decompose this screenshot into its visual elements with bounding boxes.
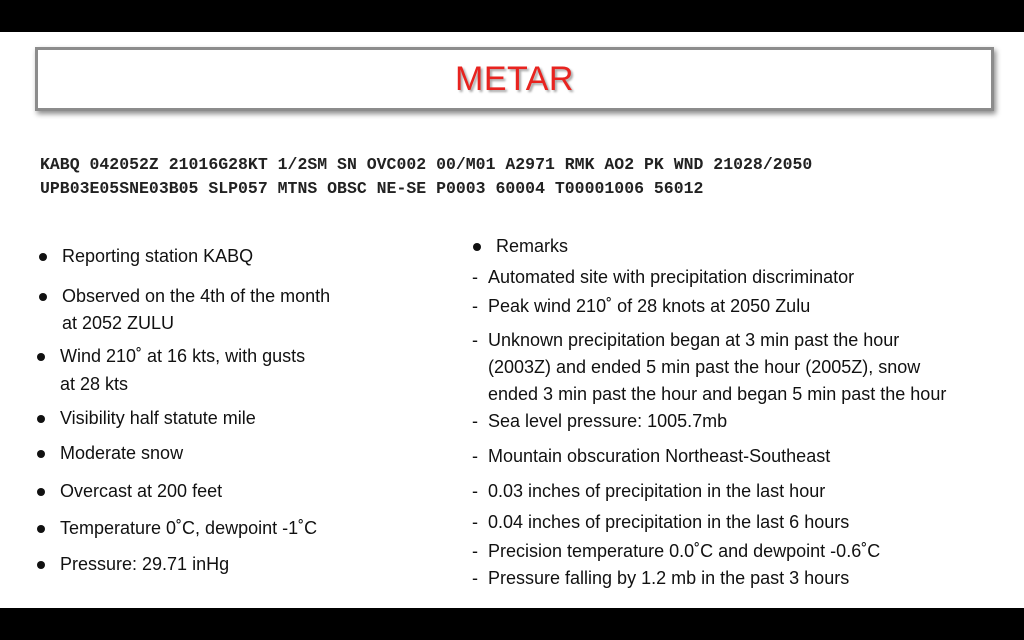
- dash-icon: -: [472, 541, 478, 561]
- item-text: Visibility half statute mile: [60, 408, 256, 428]
- item-text: Pressure: 29.71 inHg: [60, 554, 230, 574]
- item-text: Observed on the 4th of the month: [62, 286, 331, 306]
- bullet-icon: [37, 415, 45, 423]
- item-text: Wind 210˚ at 16 kts, with gusts: [60, 346, 306, 366]
- remark-text: Automated site with precipitation discriminator: [488, 267, 855, 287]
- dash-icon: -: [472, 330, 478, 350]
- raw-metar-line: UPB03E05SNE03B05 SLP057 MTNS OBSC NE-SE P0003 60004 T00001006 56012: [40, 179, 704, 198]
- dash-icon: -: [472, 568, 478, 588]
- remark-text: Precision temperature 0.0˚C and dewpoint -0.6˚C: [488, 541, 881, 561]
- letterbox-top: [0, 0, 1024, 32]
- item-text-continued: at 28 kts: [60, 374, 129, 394]
- bullet-icon: [37, 561, 45, 569]
- bullet-icon: [473, 243, 481, 251]
- remark-text: Sea level pressure: 1005.7mb: [488, 411, 728, 431]
- slide-title: METAR: [455, 59, 574, 98]
- remarks-heading: Remarks: [496, 236, 569, 256]
- bullet-icon: [37, 450, 45, 458]
- remark-text: 0.03 inches of precipitation in the last hour: [488, 481, 826, 501]
- bullet-icon: [37, 353, 45, 361]
- item-text: Overcast at 200 feet: [60, 481, 223, 501]
- dash-icon: -: [472, 411, 478, 431]
- dash-icon: -: [472, 267, 478, 287]
- remark-text-continued: (2003Z) and ended 5 min past the hour (2005Z), snow: [488, 357, 921, 377]
- item-text: Moderate snow: [60, 443, 184, 463]
- raw-metar-report: [40, 153, 1000, 201]
- dash-icon: -: [472, 481, 478, 501]
- remark-text: Peak wind 210˚ of 28 knots at 2050 Zulu: [488, 296, 811, 316]
- remark-text: Unknown precipitation began at 3 min past the hour: [488, 330, 900, 350]
- bullet-icon: [39, 293, 47, 301]
- item-text: Reporting station KABQ: [62, 246, 254, 266]
- bullet-icon: [37, 525, 45, 533]
- item-text-continued: at 2052 ZULU: [62, 313, 175, 333]
- bullet-icon: [37, 488, 45, 496]
- dash-icon: -: [472, 296, 478, 316]
- remark-text: Pressure falling by 1.2 mb in the past 3 hours: [488, 568, 850, 588]
- item-text: Temperature 0˚C, dewpoint -1˚C: [60, 518, 318, 538]
- dash-icon: -: [472, 446, 478, 466]
- remark-text: Mountain obscuration Northeast-Southeast: [488, 446, 831, 466]
- title-banner: [35, 47, 994, 111]
- remark-text-continued: ended 3 min past the hour and began 5 min past the hour: [488, 384, 947, 404]
- remark-text: 0.04 inches of precipitation in the last 6 hours: [488, 512, 850, 532]
- bullet-icon: [39, 253, 47, 261]
- dash-icon: -: [472, 512, 478, 532]
- letterbox-bottom: [0, 608, 1024, 640]
- raw-metar-line: KABQ 042052Z 21016G28KT 1/2SM SN OVC002 00/M01 A2971 RMK AO2 PK WND 21028/2050: [40, 155, 813, 174]
